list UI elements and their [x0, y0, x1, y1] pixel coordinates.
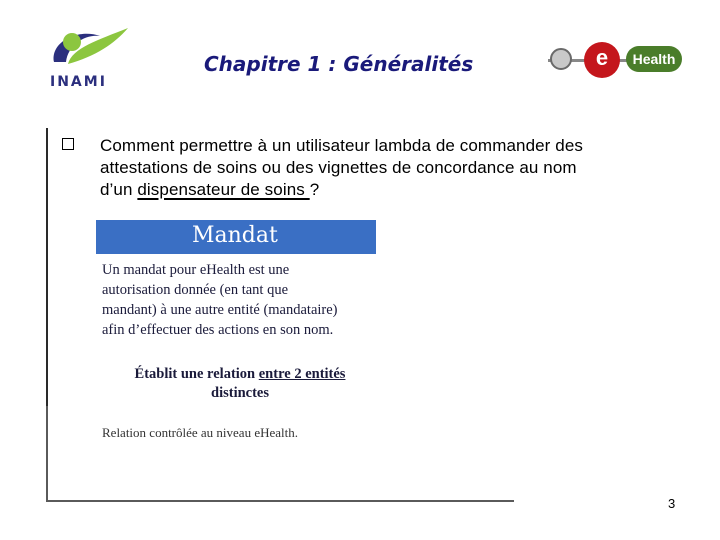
- bullet-line-2: attestations de soins ou des vignettes de concordance au nom: [100, 158, 577, 177]
- bullet-text: [100, 135, 662, 201]
- mandat-relation: [120, 365, 360, 403]
- mandat-footer: Relation contrôlée au niveau eHealth.: [102, 425, 299, 440]
- ehealth-ring-icon: [550, 48, 572, 70]
- mandat-body-line: Un mandat pour eHealth est une: [102, 262, 290, 278]
- bottom-rule: [46, 500, 514, 502]
- mandat-body-line: mandant) à une autre entité (mandataire): [102, 302, 338, 318]
- mandat-definition: [102, 260, 372, 340]
- ehealth-e-icon: e: [584, 42, 620, 78]
- bullet-line-3: [100, 179, 662, 201]
- inami-logo-text: INAMI: [50, 74, 107, 90]
- checkbox-bullet-icon: [62, 138, 74, 150]
- page-number: 3: [668, 496, 676, 511]
- mandat-relation-line-2: distinctes: [211, 385, 269, 401]
- mandat-body-line: autorisation donnée (en tant que: [102, 282, 289, 298]
- mandat-title: Mandat: [192, 223, 278, 248]
- mandat-relation-prefix: Établit une relation: [134, 366, 259, 382]
- bullet-line-3-suffix: ?: [309, 180, 320, 199]
- ehealth-label: Health: [626, 46, 682, 72]
- left-rule-accent: [46, 128, 48, 406]
- bullet-line-3-prefix: d’un: [100, 180, 138, 199]
- ehealth-logo: [544, 42, 684, 78]
- page-title: Chapitre 1 : Généralités: [204, 52, 474, 76]
- bullet-question: [62, 135, 662, 201]
- bullet-line-1: Comment permettre à un utilisateur lambda de commander des: [100, 136, 583, 155]
- mandat-header: [96, 220, 376, 254]
- mandat-relation-underlined: entre 2 entités: [258, 366, 346, 382]
- inami-swoosh-icon: [48, 22, 138, 74]
- mandat-figure: [96, 220, 376, 448]
- bullet-line-3-underlined: dispensateur de soins: [137, 180, 310, 199]
- inami-logo: [48, 22, 138, 92]
- mandat-body-line: afin d’effectuer des actions en son nom.: [102, 322, 334, 338]
